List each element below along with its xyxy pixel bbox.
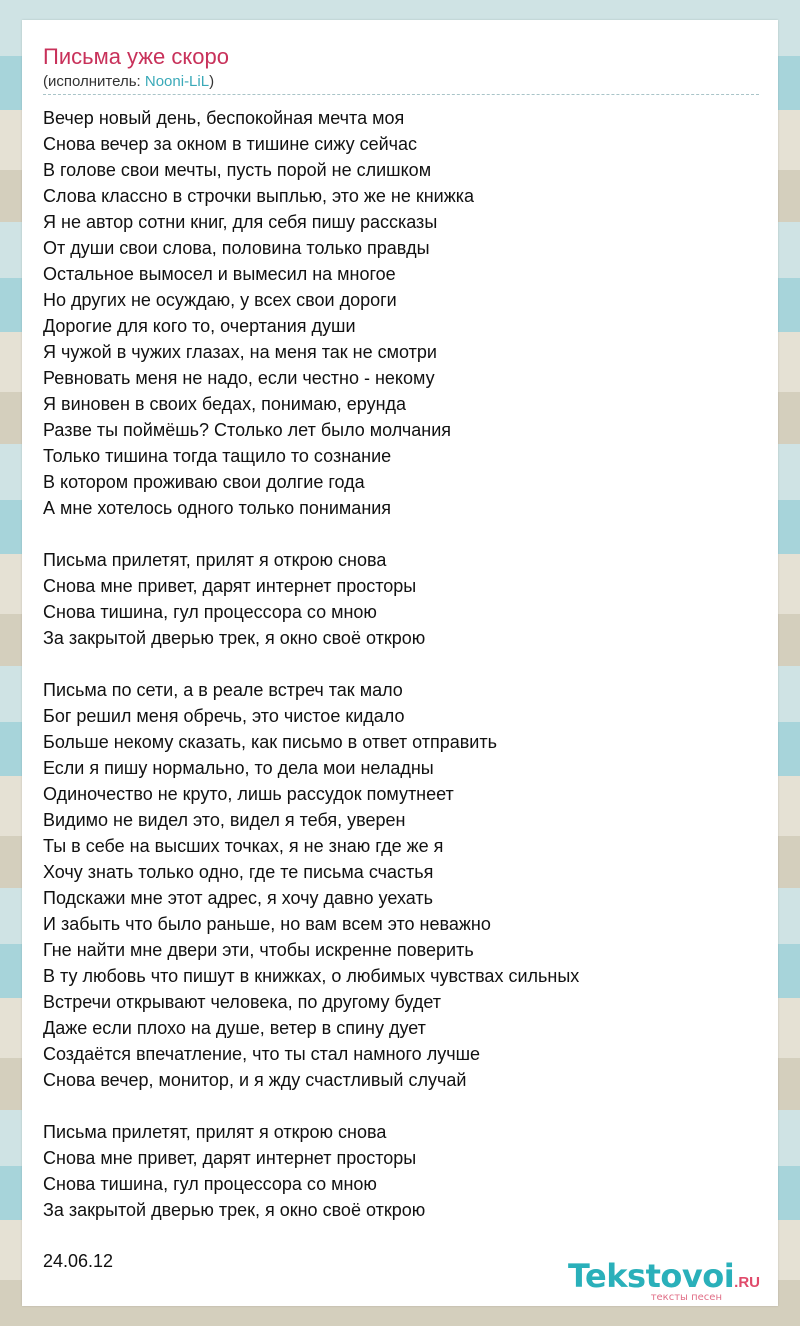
song-title: Письма уже скоро: [43, 44, 229, 69]
lyric-line: Я виновен в своих бедах, понимаю, ерунда: [43, 394, 407, 414]
lyrics-card: [22, 20, 778, 1306]
lyric-line: За закрытой дверью трек, я окно своё открою: [43, 628, 426, 648]
logo-tld: .RU: [734, 1274, 760, 1291]
lyric-line: Слова классно в строчки выплью, это же не книжка: [43, 186, 475, 206]
lyric-line: Дорогие для кого то, очертания души: [43, 316, 356, 336]
logo-tagline: тексты песен: [650, 1292, 722, 1303]
lyric-line: Больше некому сказать, как письмо в ответ отправить: [43, 732, 497, 752]
lyric-line: Если я пишу нормально, то дела мои неладны: [43, 758, 434, 778]
lyric-line: В ту любовь что пишут в книжках, о любимых чувствах сильных: [43, 966, 580, 986]
lyric-line: Письма прилетят, прилят я открою снова: [43, 1122, 387, 1142]
lyric-line: Гне найти мне двери эти, чтобы искренне поверить: [43, 940, 474, 960]
lyric-line: Остальное вымосел и вымесил на многое: [43, 264, 396, 284]
artist-suffix: ): [209, 73, 215, 90]
lyric-line: Разве ты поймёшь? Столько лет было молчания: [43, 420, 452, 440]
lyric-line: В голове свои мечты, пусть порой не слишком: [43, 160, 432, 180]
lyric-line: Одиночество не круто, лишь рассудок помутнеет: [43, 784, 454, 804]
lyric-line: Создаётся впечатление, что ты стал намного лучше: [43, 1044, 481, 1064]
lyric-line: Хочу знать только одно, где те письма счастья: [43, 862, 434, 882]
lyric-line: Снова вечер, монитор, и я жду счастливый случай: [43, 1070, 467, 1090]
stanza-gap: [43, 651, 759, 677]
lyric-line: От души свои слова, половина только правды: [43, 238, 430, 258]
site-logo[interactable]: [550, 1258, 760, 1302]
lyric-line: Видимо не видел это, видел я тебя, уверен: [43, 810, 406, 830]
lyric-line: Ревновать меня не надо, если честно - некому: [43, 368, 435, 388]
lyric-line: Вечер новый день, беспокойная мечта моя: [43, 108, 405, 128]
lyric-line: Снова вечер за окном в тишине сижу сейчас: [43, 134, 418, 154]
lyric-line: Снова тишина, гул процессора со мною: [43, 602, 377, 622]
lyric-line: Только тишина тогда тащило то сознание: [43, 446, 392, 466]
logo-brand: Tekstovoi: [567, 1257, 735, 1295]
artist-line: [43, 72, 759, 95]
lyric-line: Встречи открывают человека, по другому будет: [43, 992, 441, 1012]
lyric-line: Подскажи мне этот адрес, я хочу давно уехать: [43, 888, 434, 908]
lyric-line: Снова мне привет, дарят интернет просторы: [43, 1148, 417, 1168]
lyrics-text: [43, 105, 759, 1223]
lyric-line: Я не автор сотни книг, для себя пишу рассказы: [43, 212, 438, 232]
lyric-line: Ты в себе на высших точках, я не знаю где же я: [43, 836, 444, 856]
lyric-line: За закрытой дверью трек, я окно своё открою: [43, 1200, 426, 1220]
artist-link[interactable]: Nooni-LiL: [144, 73, 210, 90]
lyric-line: И забыть что было раньше, но вам всем это неважно: [43, 914, 491, 934]
artist-prefix: (исполнитель:: [43, 73, 145, 90]
lyric-line: Письма по сети, а в реале встреч так мало: [43, 680, 403, 700]
lyric-line: Даже если плохо на душе, ветер в спину дует: [43, 1018, 426, 1038]
lyric-line: Бог решил меня обречь, это чистое кидало: [43, 706, 405, 726]
stanza-gap: [43, 521, 759, 547]
lyric-line: Снова мне привет, дарят интернет просторы: [43, 576, 417, 596]
stanza-gap: [43, 1093, 759, 1119]
lyric-line: А мне хотелось одного только понимания: [43, 498, 392, 518]
lyric-line: Но других не осуждаю, у всех свои дороги: [43, 290, 397, 310]
lyric-line: Снова тишина, гул процессора со мною: [43, 1174, 377, 1194]
lyric-line: Я чужой в чужих глазах, на меня так не смотри: [43, 342, 437, 362]
lyric-line: В котором проживаю свои долгие года: [43, 472, 365, 492]
lyric-line: Письма прилетят, прилят я открою снова: [43, 550, 387, 570]
publish-date: 24.06.12: [43, 1251, 114, 1271]
